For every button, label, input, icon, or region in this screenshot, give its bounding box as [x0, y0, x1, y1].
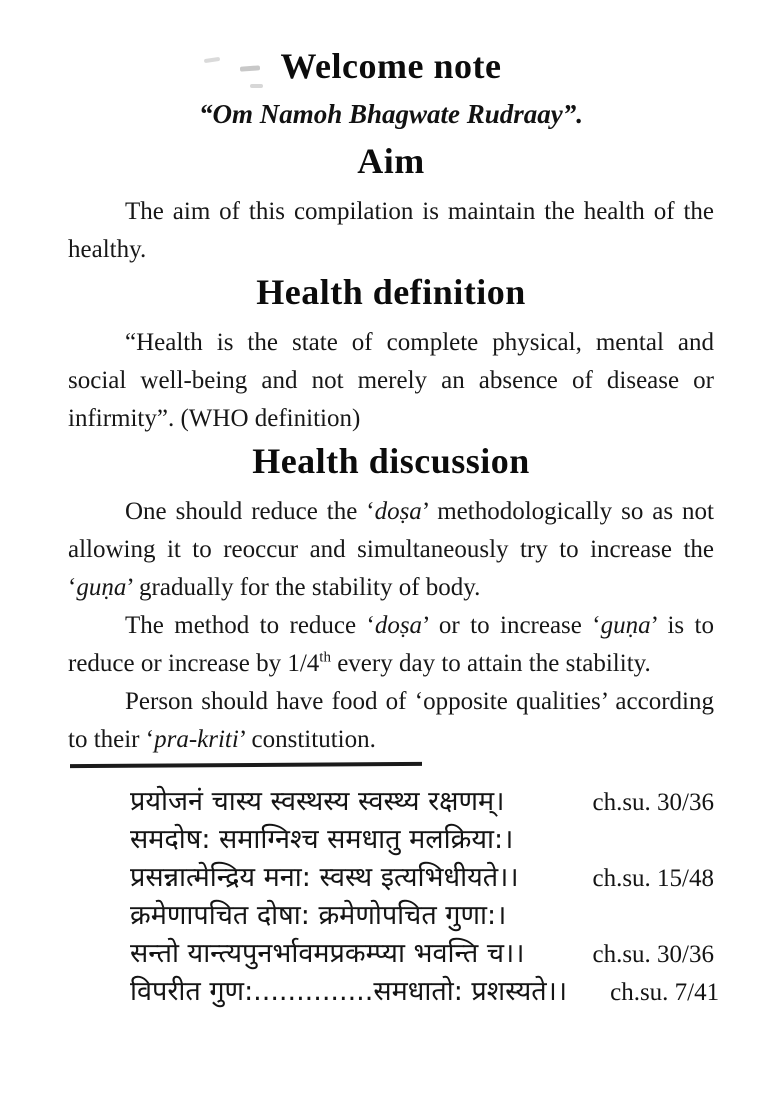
verse-ref: ch.su. 7/41 — [610, 979, 720, 1006]
health-definition-heading: Health definition — [256, 272, 526, 312]
verse-row — [68, 971, 720, 1009]
verse-row — [68, 857, 714, 895]
verse-text: प्रसन्नात्मेन्द्रिय मना: स्वस्थ इत्यभिधीयते।। — [130, 862, 519, 893]
verse-text: सन्तो यान्त्यपुनर्भावमप्रकम्प्या भवन्ति च।। — [130, 938, 525, 969]
discussion-paragraph-3: Person should have food of ‘opposite qualities’ according to their ‘pra-kriti’ constitution. — [68, 688, 714, 753]
discussion-paragraph-1: One should reduce the ‘doṣa’ methodologically so as not allowing it to reoccur and simultaneously try to increase the ‘guṇa’ gradually for the stability of body. — [68, 498, 715, 601]
verse-text: समदोष: समाग्निश्च समधातु मलक्रिया:। — [130, 824, 514, 855]
health-discussion-heading: Health discussion — [252, 441, 530, 481]
welcome-note-heading: Welcome note — [280, 46, 502, 86]
discussion-paragraph-2: The method to reduce ‘doṣa’ or to increase ‘guṇa’ is to reduce or increase by 1/4th every day to attain the stability. — [68, 612, 714, 677]
verse-row — [68, 895, 714, 933]
aim-heading: Aim — [357, 141, 425, 181]
footnote-rule — [70, 762, 422, 768]
verse-row — [68, 819, 714, 857]
verse-ref: ch.su. 15/48 — [592, 865, 714, 892]
footnote-block — [68, 763, 720, 1009]
verse-row — [68, 933, 714, 971]
verse-text: विपरीत गुण:..............समधातो: प्रशस्यते।। — [130, 976, 568, 1007]
verse-ref: ch.su. 30/36 — [592, 789, 714, 816]
definition-paragraph: “Health is the state of complete physical, mental and social well-being and not merely an absence of disease or infirmity”. (WHO definition) — [68, 329, 714, 432]
invocation-text: “Om Namoh Bhagwate Rudraay”. — [198, 99, 584, 129]
verse-text: प्रयोजनं चास्य स्वस्थस्य स्वस्थ्य रक्षणम्। — [130, 786, 505, 817]
verse-ref: ch.su. 30/36 — [592, 941, 714, 968]
verse-row — [68, 781, 714, 819]
aim-paragraph: The aim of this compilation is maintain the health of the healthy. — [68, 198, 714, 263]
verse-text: क्रमेणापचित दोषा: क्रमेणोपचित गुणा:। — [130, 900, 507, 931]
